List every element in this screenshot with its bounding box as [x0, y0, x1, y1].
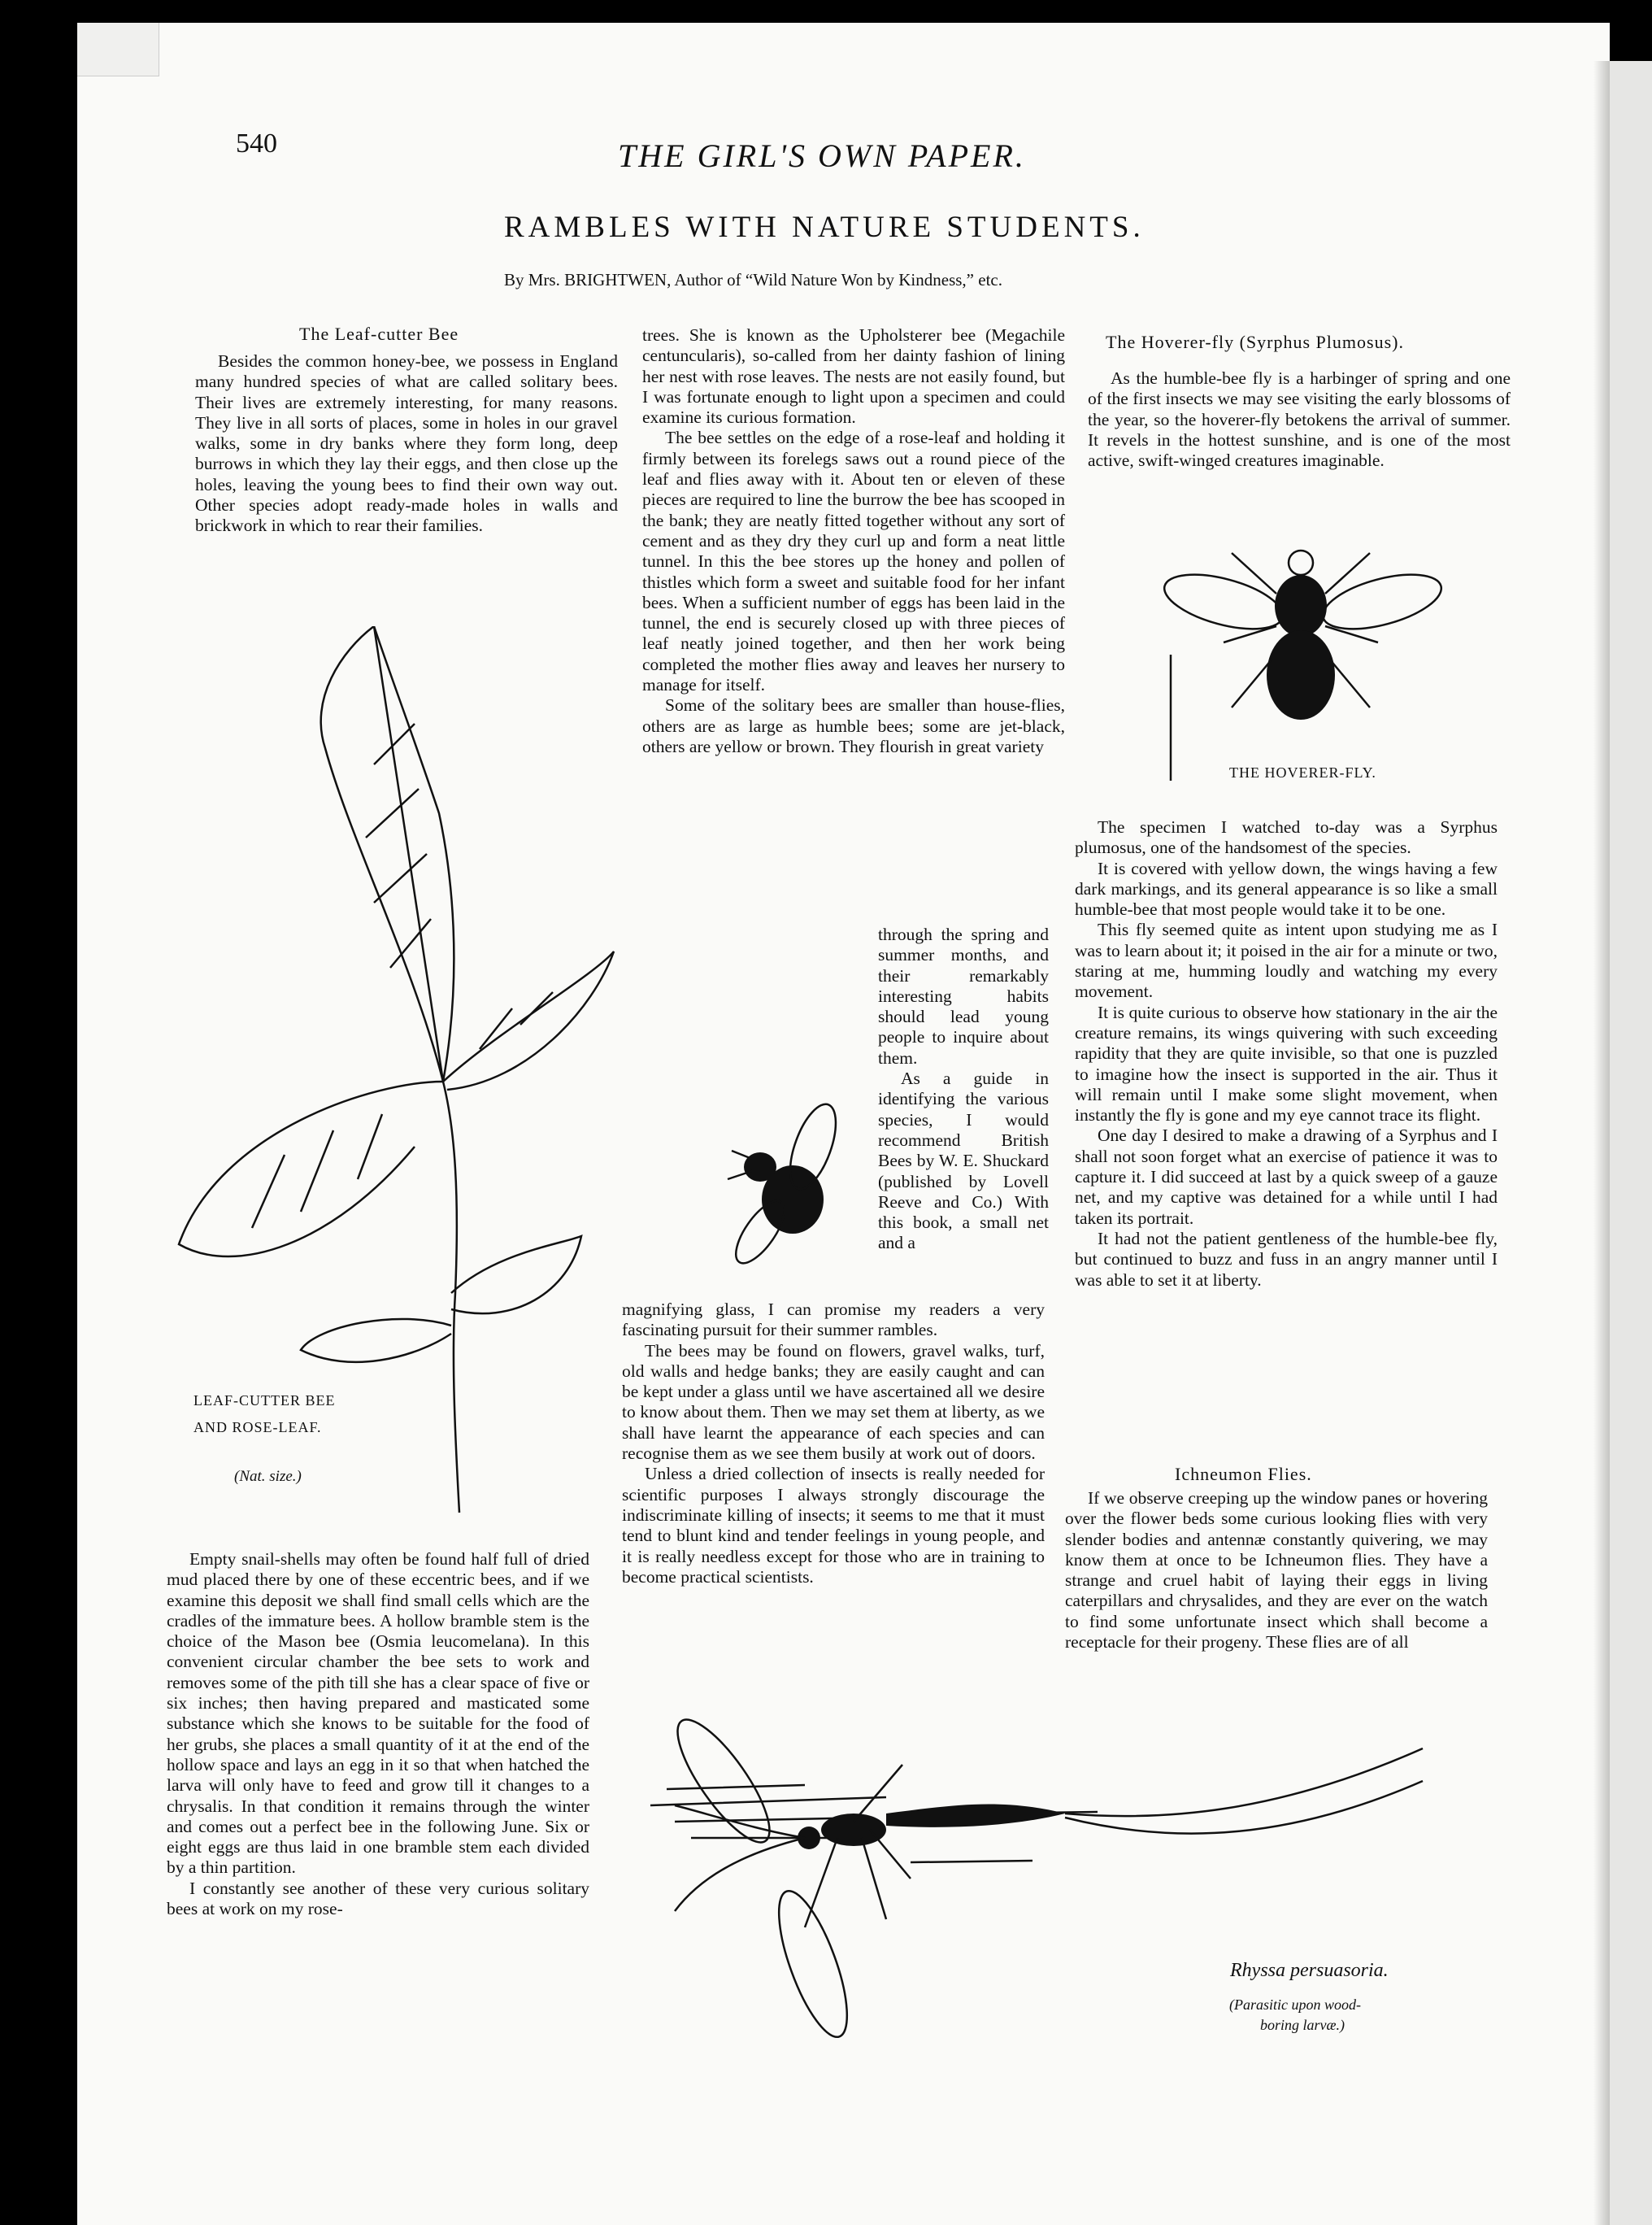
hoverer-fly-caption: THE HOVERER-FLY. [1229, 764, 1376, 781]
hoverer-fly-illustration [1134, 529, 1459, 789]
leaf-caption-nat-size: (Nat. size.) [234, 1468, 302, 1485]
col3-body: The specimen I watched to-day was a Syrphus plumosus, one of the handsomest of the species. It is covered with yellow down, the wings having a few dark markings, and its general appearance is so like a small humble-bee that most people would take it to be one. This fly seemed quite as intent upon studying me as I was to learn about it; it poised in the air for a minute or two, staring at me, humming loudly and watching my every movement. It is quite curious to observe how stationary in the air the creature remains, its wings quivering with such exceeding rapidity that they are quite invisible, so that one is puzzled to imagine how the insect is supported in the air. Thus it will remain until I make some slight movement, when instantly the fly is gone and my eye cannot trace its flight. One day I desired to make a drawing of a Syrphus and I shall not soon forget what an exercise of patience it was to capture it. I did succeed at last by a quick sweep of a gauze net, and my captive was detained for a while until I had taken its portrait. It had not the patient gentleness of the humble-bee fly, but continued to buzz and fuss in an angry manner until I was able to set it at liberty. [1075, 817, 1498, 1290]
leaf-cutter-bee-illustration [715, 1102, 854, 1273]
col2-narrow-text: through the spring and summer months, and their remarkably interesting habits should lead young people to inquire about them. As a guide in identifying the various species, I would recommend British Bees by W. E. Shuckard (published by Lovell Reeve and Co.) With this book, a small net and a [878, 925, 1049, 1253]
heading-hoverer-fly: The Hoverer-fly (Syrphus Plumosus). [1106, 332, 1404, 352]
leaf-caption-line-1: LEAF-CUTTER BEE [193, 1392, 336, 1409]
running-head: THE GIRL'S OWN PAPER. [618, 137, 1026, 174]
rhyssa-subcaption-1: (Parasitic upon wood- [1229, 1996, 1361, 2013]
leaf-cutter-bee-rose-leaf-illustration [171, 626, 618, 1521]
rhyssa-subcaption-2: boring larvæ.) [1260, 2017, 1346, 2033]
heading-leaf-cutter-bee: The Leaf-cutter Bee [299, 324, 459, 344]
leaf-caption-line-2: AND ROSE-LEAF. [193, 1419, 322, 1435]
col3-ichneumon-para: If we observe creeping up the window panes or hovering over the flower beds some curious looking flies with very slender bodies and antennæ constantly quivering, we may know them at once to be Ichneumon flies. They have a strange and cruel habit of laying their eggs in living caterpillars and chrysalides, and they are ever on the watch to find some unfortunate insect which shall become a receptacle for their progeny. These flies are of all [1065, 1488, 1488, 1652]
book-spine [1610, 61, 1652, 2225]
spine-shadow [1593, 61, 1611, 2225]
page-corner [77, 23, 159, 76]
article-title: RAMBLES WITH NATURE STUDENTS. [504, 211, 1145, 244]
col2-lower: magnifying glass, I can promise my readers a very fascinating pursuit for their summer rambles. The bees may be found on flowers, gravel walks, turf, old walls and hedge banks; they are easily caught and can be kept under a glass until we have ascertained all we desire to know about them. Then we may set them at liberty, as we shall have learnt the appearance of each species and can recognise them as we see them busily at work out of doors. Unless a dried collection of insects is really needed for scientific purposes I always strongly discourage the indiscriminate killing of insects; it seems to me that it must tend to blunt kind and tender feelings in young people, and it is really needless except for those who are in training to become practical scientists. [622, 1300, 1045, 1587]
col3-para-1: As the humble-bee fly is a harbinger of spring and one of the first insects we may see visiting the early blossoms of the year, so the hoverer-fly betokens the arrival of summer. It revels in the hottest sunshine, and is one of the most active, swift-winged creatures imaginable. [1088, 368, 1511, 471]
col1-para-2: Empty snail-shells may often be found half full of dried mud placed there by one of these eccentric bees, and if we examine this deposit we shall find small cells which are the cradles of the immature bees. A hollow bramble stem is the choice of the Mason bee (Osmia leucomelana). In this convenient circular chamber the bee sets to work and removes some of the pith till she has a clear space of five or six inches; then having prepared and masticated some substance which she knows to be suitable for the food of her grubs, she places a small quantity of it at the end of the hollow space and lays an egg in it so that when hatched the larva will only have to feed and grow till it changes to a chrysalis. In that condition it remains through the winter and comes out a perfect bee in the following June. Six or eight eggs are thus laid in one bramble stem each divided by a thin partition. I constantly see another of these very curious solitary bees at work on my rose- [167, 1549, 589, 1919]
col1-para-1: Besides the common honey-bee, we possess in England many hundred species of what are called solitary bees. Their lives are extremely interesting, for many reasons. They live in all sorts of places, some in holes in our gravel walks, some in dry banks where they form long, deep burrows in which they lay their eggs, and then close up the holes, leaving the young bees to find their own way out. Other species adopt ready-made holes in walls and brickwork in which to rear their families. [195, 351, 618, 536]
heading-ichneumon-flies: Ichneumon Flies. [1175, 1464, 1312, 1484]
rhyssa-caption: Rhyssa persuasoria. [1230, 1960, 1389, 1981]
byline: By Mrs. BRIGHTWEN, Author of “Wild Nature Won by Kindness,” etc. [504, 270, 1002, 290]
col2-upper: trees. She is known as the Upholsterer bee (Megachile centuncularis), so-called from her dainty fashion of lining her nest with rose leaves. The nests are not easily found, but I was fortunate enough to light upon a specimen and could examine its curious formation. The bee settles on the edge of a rose-leaf and holding it firmly between its forelegs saws out a round piece of the leaf and flies away with it. About ten or eleven of these pieces are required to line the burrow the bee has scooped in the bank; they are neatly fitted together without any sort of cement and as they dry they curl up and form a neat little tunnel. In this the bee stores up the honey and pollen of thistles which form a sweet and suitable food for her infant bees. When a sufficient number of eggs has been laid in the tunnel, the end is securely closed up with three pieces of leaf neatly joined together, and then her work being completed the mother flies away and leaves her nursery to manage for itself. Some of the solitary bees are smaller than house-flies, others are as large as humble bees; some are jet-black, others are yellow or brown. They flourish in great variety [642, 325, 1065, 756]
page-number: 540 [236, 128, 277, 159]
